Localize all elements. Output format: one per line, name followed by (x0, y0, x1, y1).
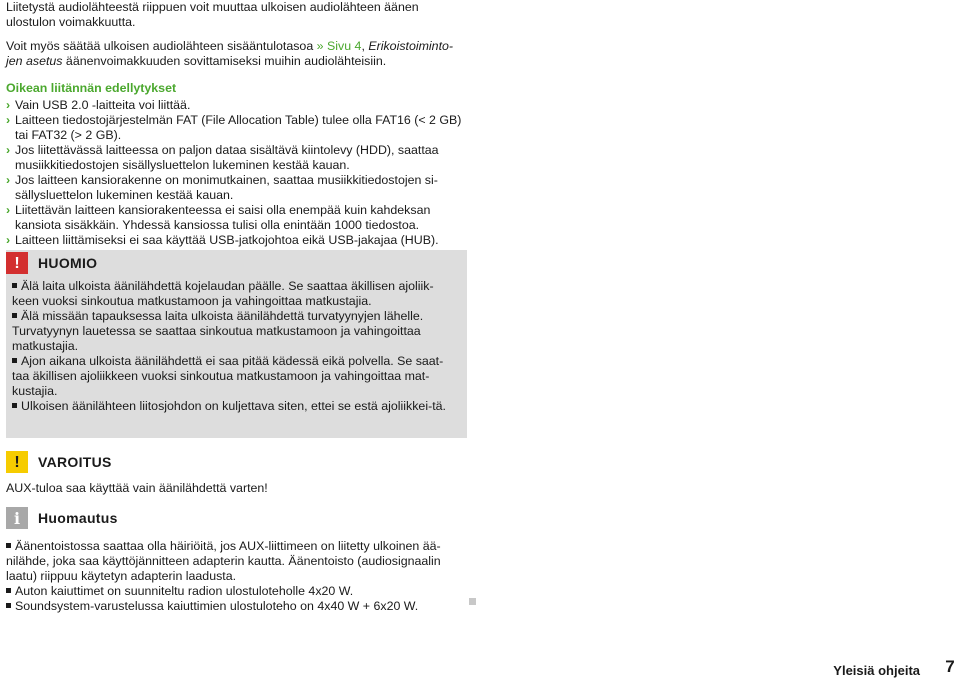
caution-item (12, 399, 459, 414)
square-bullet-icon (6, 603, 11, 608)
list-item (6, 98, 468, 113)
arrow-right-icon: › (6, 173, 11, 187)
list-item-text: Vain USB 2.0 -laitteita voi liittää. (15, 98, 191, 112)
warning-text: AUX-tuloa saa käyttää vain äänilähdettä varten! (6, 481, 268, 495)
exclamation-icon: ! (6, 451, 28, 473)
note-item (6, 584, 467, 599)
caution-item (12, 279, 459, 309)
intro-paragraph-2-comma: , (361, 39, 369, 53)
arrow-right-icon: › (6, 233, 11, 247)
caution-item (12, 354, 459, 399)
caution-header (6, 250, 97, 276)
note-item-text: Soundsystem-varustelussa kaiuttimien ulostuloteho on 4x40 W + 6x20 W. (15, 599, 419, 613)
caution-item-text: Älä laita ulkoista äänilähdettä kojelaudan päälle. Se saattaa äkillisen ajoliik-keen vuoksi sinkoutua matkustamoon ja vahingoittaa matkustajia. (12, 279, 434, 308)
note-section (6, 505, 467, 614)
note-item (6, 599, 467, 614)
arrow-right-icon: › (6, 143, 11, 157)
square-bullet-icon (12, 403, 17, 408)
square-bullet-icon (6, 543, 11, 548)
note-item-text: Äänentoistossa saattaa olla häiriöitä, jos AUX-liittimeen on liitetty ulkoinen ää-nilähde, joka saa käyttöjännitteen adapterin kautta. Äänentoisto (audiosignaalin laatu) riippuu käytetyn adapterin laadusta. (6, 539, 441, 583)
list-item-text: Jos laitteen kansiorakenne on monimutkainen, saattaa musiikkitiedostojen si-sällysluettelon lukeminen kestää kauan. (15, 173, 438, 202)
caution-item-text: Ajon aikana ulkoista äänilähdettä ei saa pitää kädessä eikä polvella. Se saat-taa äkillisen ajoliikkeen vuoksi sinkoutua matkustamoon ja vahingoittaa mat-kustajia. (12, 354, 444, 398)
exclamation-icon: ! (6, 252, 28, 274)
intro-paragraph-2-text: Voit myös säätää ulkoisen audiolähteen sisääntulotasoa (6, 39, 317, 53)
note-item-text: Auton kaiuttimet on suunniteltu radion ulostuloteholle 4x20 W. (15, 584, 354, 598)
warning-header (6, 449, 467, 475)
caution-item (12, 309, 459, 354)
footer-section-title: Yleisiä ohjeita (833, 663, 920, 678)
arrow-right-icon: › (6, 113, 11, 127)
caution-item-text: Ulkoisen äänilähteen liitosjohdon on kuljettava siten, ettei se estä ajoliikkei-tä. (21, 399, 446, 413)
page-number: 7 (945, 657, 955, 676)
caution-title: HUOMIO (38, 254, 98, 271)
square-bullet-icon (12, 283, 17, 288)
intro-paragraph-2 (6, 39, 468, 69)
list-item (6, 143, 468, 173)
arrow-right-icon: › (6, 203, 11, 217)
note-item (6, 539, 467, 584)
caution-box (6, 250, 467, 438)
square-bullet-icon (12, 313, 17, 318)
list-item-text: Laitteen tiedostojärjestelmän FAT (File Allocation Table) tulee olla FAT16 (< 2 GB) tai FAT32 (> 2 GB). (15, 113, 462, 142)
requirements-list (6, 98, 468, 248)
list-item (6, 203, 468, 233)
caution-body (12, 279, 459, 414)
intro-paragraph-2-tail: äänenvoimakkuuden sovittamiseksi muihin audiolähteisiin. (62, 54, 387, 68)
list-item (6, 113, 468, 143)
square-bullet-icon (6, 588, 11, 593)
list-item-text: Laitteen liittämiseksi ei saa käyttää USB-jatkojohtoa eikä USB-jakajaa (HUB). (15, 233, 439, 247)
note-body (6, 539, 467, 614)
page-reference-link[interactable]: » Sivu 4 (316, 39, 362, 53)
intro-italic-reference: Erikoistoiminto-jen asetus (6, 39, 454, 68)
intro-paragraph-1: Liitetystä audiolähteestä riippuen voit muuttaa ulkoisen audiolähteen äänen ulostulon voimakkuutta. (6, 0, 419, 29)
note-title: Huomautus (38, 509, 118, 526)
caution-item-text: Älä missään tapauksessa laita ulkoista äänilähdettä turvatyynyjen lähelle. Turvatyynyn lauetessa se saattaa sinkoutua matkustamoon ja vahingoittaa matkustajia. (12, 309, 424, 353)
info-icon: i (6, 507, 28, 529)
square-bullet-icon (12, 358, 17, 363)
list-item-text: Jos liitettävässä laitteessa on paljon dataa sisältävä kiintolevy (HDD), saattaa musiikkitiedostojen sisällysluettelon lukeminen kestää kauan. (15, 143, 439, 172)
list-item (6, 173, 468, 203)
section-end-icon (469, 598, 476, 605)
note-header (6, 505, 467, 531)
list-item (6, 233, 468, 248)
main-column (6, 0, 468, 248)
requirements-heading: Oikean liitännän edellytykset (6, 81, 177, 95)
warning-section (6, 449, 467, 496)
arrow-right-icon: › (6, 98, 11, 112)
list-item-text: Liitettävän laitteen kansiorakenteessa ei saisi olla enempää kuin kahdeksan kansiota sisäkkäin. Yhdessä kansiossa tulisi olla enintään 1000 tiedostoa. (15, 203, 431, 232)
warning-title: VAROITUS (38, 453, 112, 470)
